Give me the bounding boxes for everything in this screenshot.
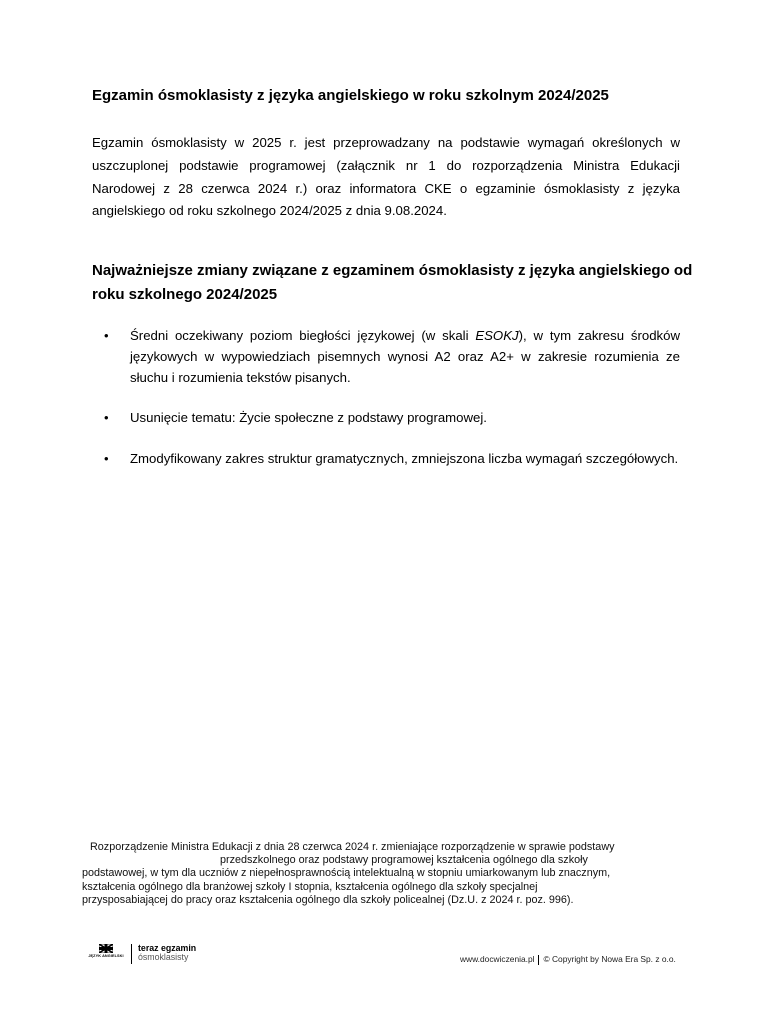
changes-heading: Najważniejsze zmiany związane z egzaminem ósmoklasisty z języka angielskiego od roku szkolnego 2024/2025 — [92, 262, 693, 303]
list-item — [92, 408, 680, 429]
list-item — [92, 326, 680, 388]
brand-name-secondary: ósmoklasisty — [138, 952, 189, 962]
brand-divider — [131, 944, 132, 964]
copyright-text: © Copyright by Nowa Era Sp. z o.o. — [543, 954, 676, 964]
footnote-line: kształcenia ogólnego dla branżowej szkoły I stopnia, kształcenia ogólnego dla szkoły specjalnej — [82, 880, 538, 893]
brand-logo — [88, 944, 196, 966]
brand-subtitle: JĘZYK ANGIELSKI — [88, 954, 124, 958]
bullet-text: Usunięcie tematu: Życie społeczne z podstawy programowej. — [130, 410, 487, 426]
footer-credits — [460, 954, 676, 965]
brand-name: teraz egzamin — [138, 943, 197, 953]
footnote — [82, 841, 682, 907]
bullet-text-part: Średni oczekiwany poziom biegłości językowej (w skali — [130, 328, 476, 343]
bullet-icon: • — [104, 410, 109, 426]
footer-divider — [538, 955, 539, 965]
bullet-text: Zmodyfikowany zakres struktur gramatycznych, zmniejszona liczba wymagań szczegółowych. — [130, 451, 679, 467]
website-link[interactable]: www.docwiczenia.pl — [460, 954, 535, 964]
footnote-line: przysposabiającej do pracy oraz kształcenia ogólnego dla szkoły policealnej (Dz.U. z 2024 r. poz. 996). — [82, 893, 574, 906]
list-item — [92, 449, 680, 470]
uk-flag-icon — [99, 944, 113, 953]
bullet-icon: • — [104, 451, 109, 467]
changes-list — [92, 326, 680, 490]
footnote-line: podstawowej, w tym dla uczniów z niepełnosprawnością intelektualną w stopniu umiarkowanym lub znacznym, — [82, 867, 611, 880]
document-title: Egzamin ósmoklasisty z języka angielskiego w roku szkolnym 2024/2025 — [92, 87, 609, 104]
intro-paragraph: Egzamin ósmoklasisty w 2025 r. jest przeprowadzany na podstawie wymagań określonych w uszczuplonej podstawie programowej (załącznik nr 1 do rozporządzenia Ministra Edukacji Narodowej z 28 czerwca 2024 r.) oraz informatora CKE o egzaminie ósmoklasisty z języka angielskiego od roku szkolnego 2024/2025 z dnia 9.08.2024. — [92, 135, 680, 219]
esokj-term: ESOKJ — [475, 328, 519, 343]
page-footer — [88, 944, 688, 968]
footnote-line: przedszkolnego oraz podstawy programowej kształcenia ogólnego dla szkoły — [220, 854, 588, 867]
footnote-line: Rozporządzenie Ministra Edukacji z dnia 28 czerwca 2024 r. zmieniające rozporządzenie w sprawie podstawy — [90, 841, 615, 853]
bullet-text-part: ), w tym zakresu środków językowych w wypowiedziach pisemnych wynosi A2 oraz A2+ w zakresie rozumienia ze słuchu i rozumienia tekstów pisanych. — [130, 328, 680, 385]
bullet-icon: • — [104, 328, 109, 343]
